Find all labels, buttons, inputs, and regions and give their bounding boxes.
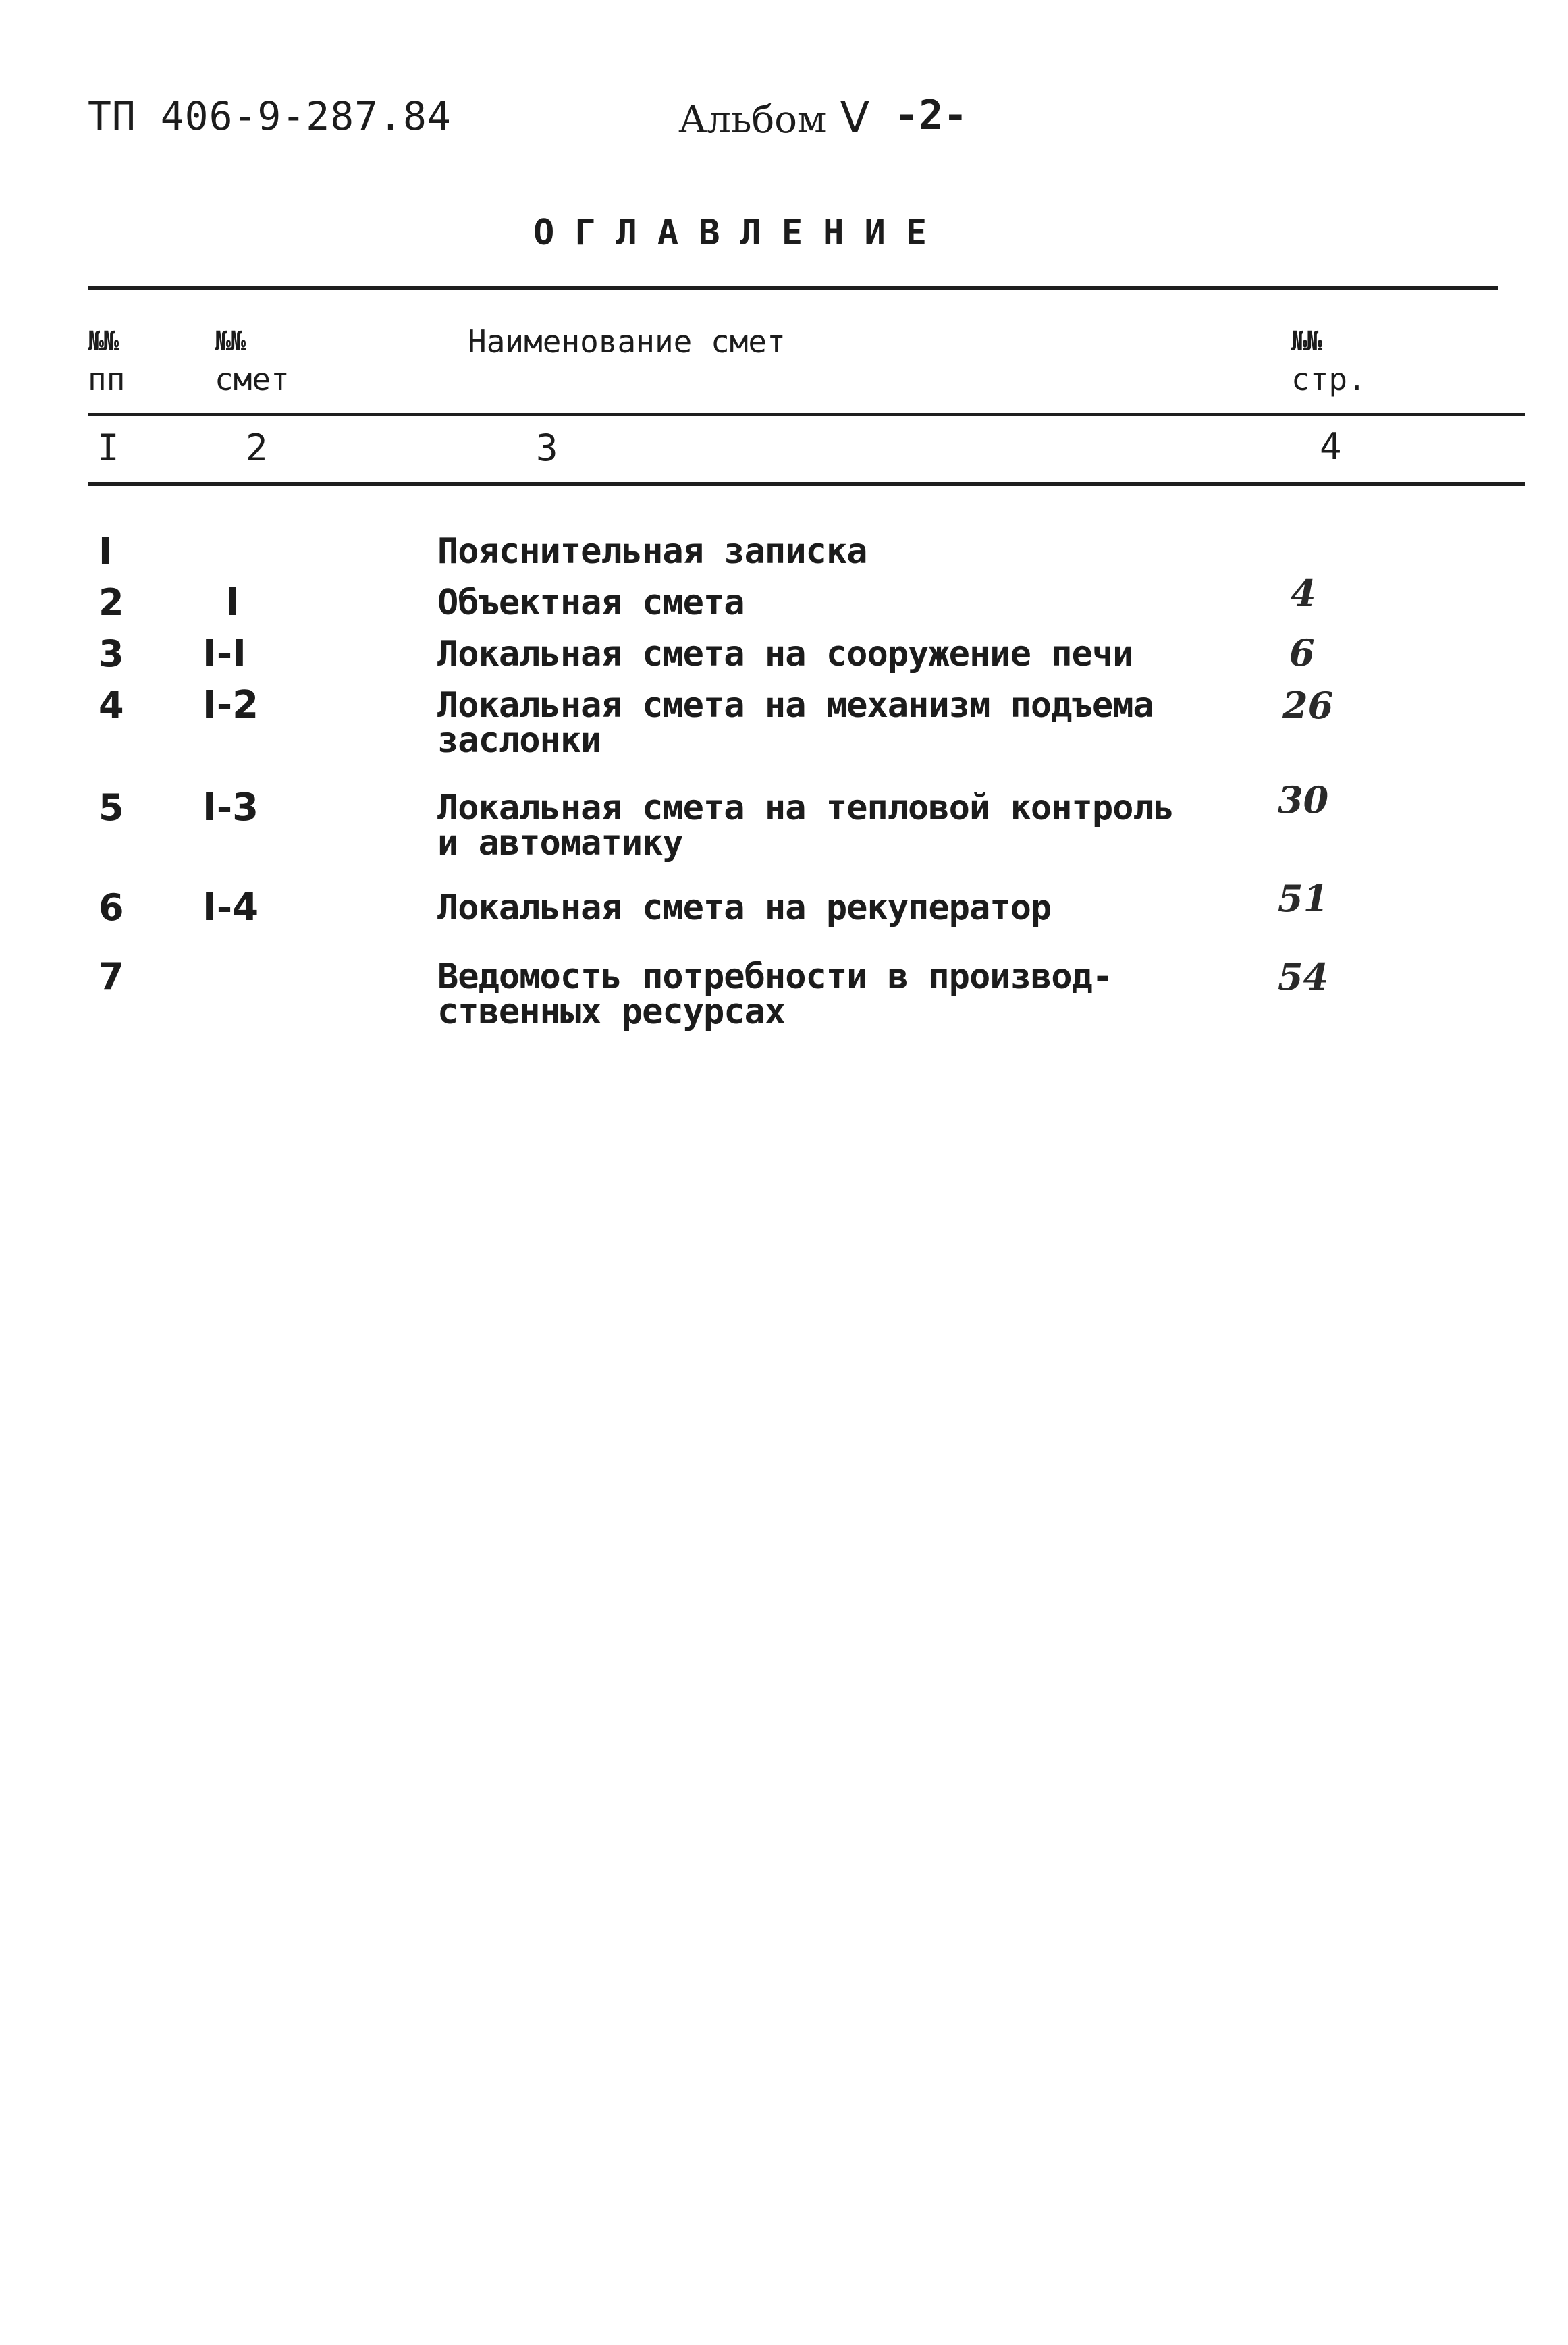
estimate-name: Локальная смета на сооружение печи [437,634,1133,674]
page-ref: 30 [1278,778,1329,821]
estimate-code: I-3 [202,786,259,830]
estimate-code: I-4 [202,886,259,929]
page-ref: 51 [1278,877,1329,920]
album-number: V [840,93,870,143]
page-ref: 26 [1282,684,1334,727]
row-number: 2 [99,581,124,624]
row-number: 6 [99,886,124,929]
estimate-name: Ведомость потребности в производ- [437,956,1113,997]
table-top-rule [88,286,1498,290]
row-number: 3 [99,632,124,675]
column-number: 3 [536,427,558,469]
column-number-rule [88,482,1525,486]
estimate-name-continued: заслонки [437,720,601,761]
estimate-name: Локальная смета на механизм подъема [437,685,1154,726]
page-ref: 54 [1278,955,1329,998]
column-header-page-no [1291,323,1366,398]
number-sign: №№ [88,326,118,357]
row-number: 7 [99,955,124,998]
column-header-label: стр. [1291,361,1366,398]
column-header-label: Наименование смет [468,323,786,360]
album-label: Альбом [678,98,827,142]
header-rule [88,413,1525,416]
page-number: -2- [894,92,968,139]
estimate-code: I-I [202,632,246,676]
estimate-name: Пояснительная записка [437,531,867,572]
row-number: 5 [99,786,124,829]
page-title: ОГЛАВЛЕНИЕ [533,213,948,253]
estimate-name-continued: и автоматику [437,823,683,863]
estimate-code: I-2 [202,683,259,727]
estimate-code: I [225,581,240,624]
column-number: I [97,427,119,469]
row-number: I [99,530,113,572]
estimate-name-continued: ственных ресурсах [437,992,786,1032]
page-ref: 4 [1291,572,1316,615]
estimate-name: Локальная смета на рекуператор [437,888,1052,928]
column-header-estimate-no [215,323,290,398]
number-sign: №№ [215,326,245,357]
estimate-name: Локальная смета на тепловой контроль [437,788,1174,828]
column-number: 2 [246,427,268,469]
column-header-item-no [88,323,125,398]
number-sign: №№ [1291,326,1322,357]
column-number: 4 [1320,425,1342,468]
column-header-label: пп [88,361,126,398]
column-header-label: смет [215,361,290,398]
row-number: 4 [99,684,124,726]
estimate-name: Объектная смета [437,583,745,623]
document-code: ТП 406-9-287.84 [88,93,452,139]
page-ref: 6 [1289,631,1315,674]
column-header-estimate-name [468,323,786,360]
album-reference [678,93,869,143]
